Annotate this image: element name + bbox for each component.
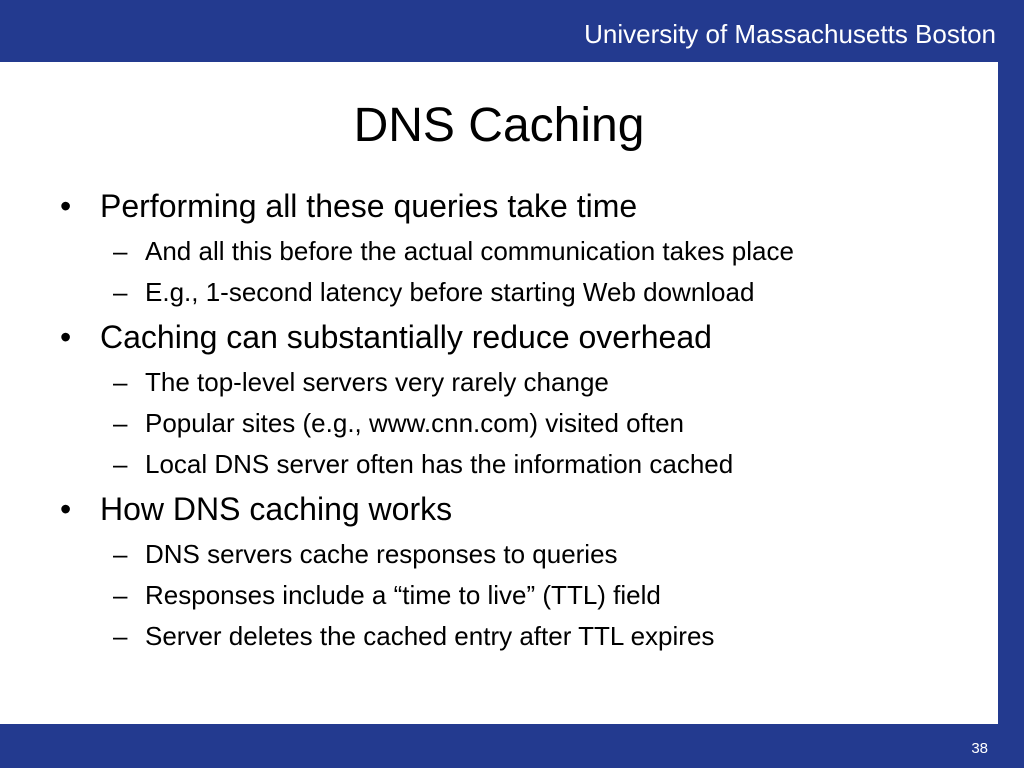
sub-bullet-item (113, 449, 734, 479)
sub-bullet-text: Responses include a “time to live” (TTL) field (145, 580, 661, 610)
sub-bullet-text: DNS servers cache responses to queries (145, 539, 618, 569)
page-number: 38 (971, 740, 988, 757)
dash-marker: – (113, 539, 128, 569)
sub-bullet-text: Popular sites (e.g., www.cnn.com) visited often (145, 408, 685, 438)
footer-bar (0, 724, 1024, 768)
sub-bullet-item (113, 408, 685, 438)
dash-marker: – (113, 580, 128, 610)
bullet-text: Caching can substantially reduce overhead (100, 319, 712, 355)
dash-marker: – (113, 621, 128, 651)
bullet-list (0, 62, 998, 724)
bullet-item (60, 319, 712, 355)
sub-bullet-item (113, 367, 609, 397)
sub-bullet-text: Local DNS server often has the information cached (145, 449, 734, 479)
slide-content (0, 62, 998, 724)
sub-bullet-item (113, 621, 715, 651)
bullet-marker: • (60, 319, 72, 355)
bullet-text: How DNS caching works (100, 491, 453, 527)
sub-bullet-item (113, 580, 661, 610)
dash-marker: – (113, 236, 128, 266)
sub-bullet-text: Server deletes the cached entry after TTL expires (145, 621, 715, 651)
bullet-item (60, 491, 453, 527)
institution-name: University of Massachusetts Boston (584, 19, 996, 49)
bullet-marker: • (60, 491, 72, 527)
sub-bullet-item (113, 277, 755, 307)
bullet-marker: • (60, 188, 72, 224)
slide-title: DNS Caching (353, 99, 645, 152)
sub-bullet-text: The top-level servers very rarely change (145, 367, 609, 397)
bullet-text: Performing all these queries take time (100, 188, 638, 224)
dash-marker: – (113, 277, 128, 307)
dash-marker: – (113, 408, 128, 438)
sub-bullet-text: And all this before the actual communication takes place (145, 236, 794, 266)
dash-marker: – (113, 367, 128, 397)
header-bar (0, 0, 1024, 62)
sub-bullet-text: E.g., 1-second latency before starting Web download (145, 277, 755, 307)
sub-bullet-item (113, 539, 618, 569)
sub-bullet-item (113, 236, 794, 266)
bullet-item (60, 188, 638, 224)
dash-marker: – (113, 449, 128, 479)
